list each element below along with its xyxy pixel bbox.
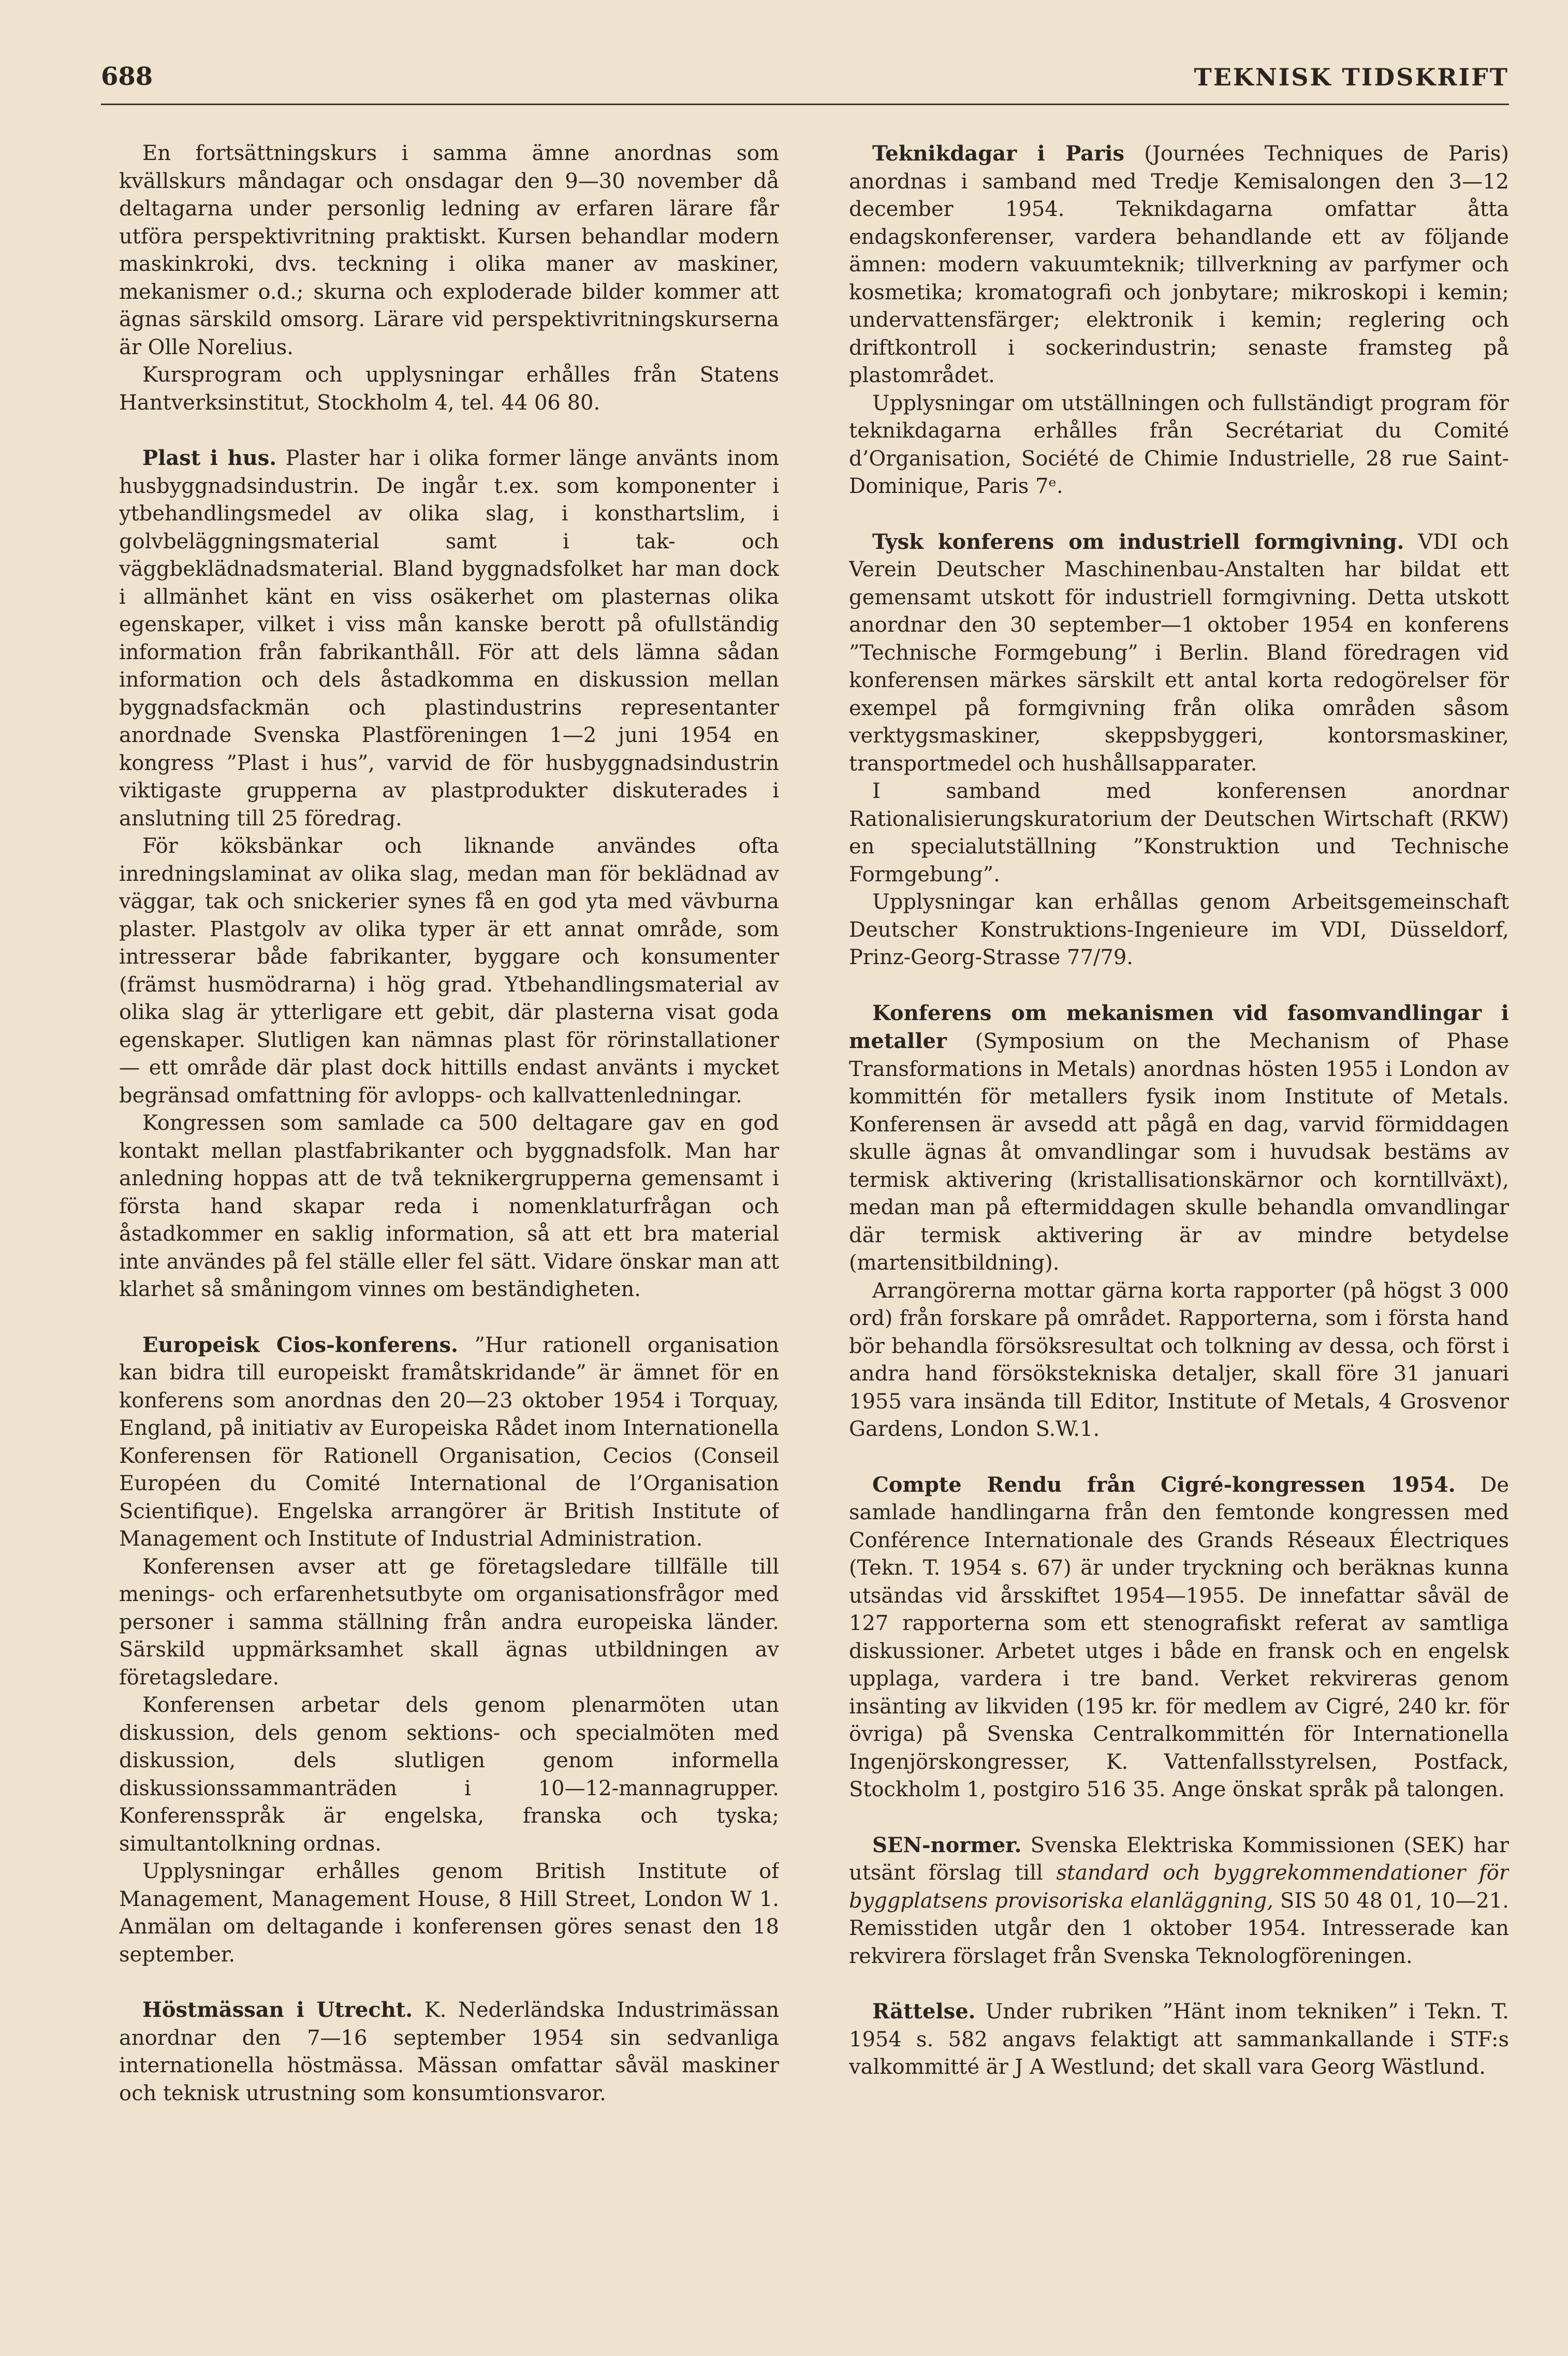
article-fasomvandlingar (849, 999, 1509, 1444)
article-hostmassan (119, 1996, 779, 2107)
paragraph (849, 1471, 1509, 1804)
italic-title: standard och byggrekommendationer för byggplatsens provisoriska elanläggning, (849, 1861, 1509, 1913)
article-heading: Tysk konferens om industriell formgivning. (872, 529, 1404, 554)
paragraph (849, 1998, 1509, 2082)
article-tysk-konferens (849, 528, 1509, 972)
paragraph: Konferensen arbetar dels genom plenarmöten utan diskussion, dels genom sektions- och specialmöten med diskussion, dels slutligen genom informella diskussionssammanträden i 10—12-mannagrupper. Konferensspråk är engelska, franska och tyska; simultantolkning ordnas. (119, 1693, 779, 1856)
paragraph (849, 140, 1509, 390)
paragraph (849, 528, 1509, 778)
article-heading: Plast i hus. (142, 446, 277, 470)
article-heading: Teknikdagar i Paris (872, 141, 1124, 166)
article-heading: Compte Rendu från Cigré-kongressen 1954. (872, 1472, 1456, 1497)
paragraph-text: Svenska Elektriska Kommissionen (SEK) har utsänt förslag till (849, 1833, 1509, 1885)
article-heading: SEN-normer. (872, 1833, 1022, 1857)
paragraph: En fortsättningskurs i samma ämne anordnas som kvällskurs måndagar och onsdagar den 9—30 november då deltagarna under personlig ledning av erfaren lärare får utföra perspektivritning praktiskt. Kursen behandlar modern maskinkroki, dvs. teckning i olika maner av maskiner, mekanismer o.d.; skurna och exploderade bilder kommer att ägnas särskild omsorg. Lärare vid perspektivritningskurserna är Olle Norelius. (119, 141, 779, 359)
paragraph-text: VDI och Verein Deutscher Maschinenbau-Anstalten har bildat ett gemensamt utskott för industriell formgivning. Detta utskott anordnar den 30 september—1 oktober 1954 en konferens ”Technische Formgebung” i Berlin. Bland föredragen vid konferensen märkes särskilt ett antal korta redogörelser för exempel på formgivning från olika områden såsom verktygsmaskiner, skeppsbyggeri, kontorsmaskiner, transportmedel och hushållsapparater. (849, 530, 1509, 776)
article-teknikdagar-paris (849, 140, 1509, 501)
paragraph: Konferensen avser att ge företagsledare tillfälle till menings- och erfarenhetsutbyte om organisationsfrågor med personer i samma ställning från andra europeiska länder. Särskild uppmärksamhet skall ägnas utbildningen av företagsledare. (119, 1554, 779, 1690)
paragraph (849, 999, 1509, 1277)
paragraph: Upplysningar om utställningen och fullständigt program för teknikdagarna erhålles från Secrétariat du Comité d’Organisation, Société de Chimie Industrielle, 28 rue Saint-Dominique, Paris 7ᵉ. (849, 391, 1509, 498)
course-notice (119, 140, 779, 417)
paragraph (119, 1996, 779, 2107)
paragraph-text: K. Nederländska Industrimässan anordnar den 7—16 september 1954 sin sedvanliga internationella höstmässa. Mässan omfattar såväl maskiner och teknisk utrustning som konsumtionsvaror. (119, 1998, 779, 2105)
left-column (119, 140, 779, 2289)
article-plast-i-hus (119, 444, 779, 1304)
running-header (101, 57, 1509, 105)
paragraph: Kursprogram och upplysningar erhålles från Statens Hantverksinstitut, Stockholm 4, tel. 44 06 80. (119, 363, 779, 415)
paragraph (119, 1331, 779, 1553)
paragraph (849, 1831, 1509, 1971)
paragraph-text: De samlade handlingarna från den femtonde kongressen med Conférence Internationale des Grands Réseaux Électriques (Tekn. T. 1954 s. 67) är under tryckning och beräknas kunna utsändas vid årsskiftet 1954—1955. De innefattar såväl de 127 rapporterna som ett stenografiskt referat av samtliga diskussioner. Arbetet utges i både en fransk och en engelsk upplaga, vardera i tre band. Verket rekvireras genom insänting av likviden (195 kr. för medlem av Cigré, 240 kr. för övriga) på Svenska Centralkommittén för Internationella Ingenjörskongresser, K. Vattenfallsstyrelsen, Postfack, Stockholm 1, postgiro 516 35. Ange önskat språk på talongen. (849, 1473, 1509, 1801)
paragraph: Arrangörerna mottar gärna korta rapporter (på högst 3 000 ord) från forskare på området. Rapporterna, som i första hand bör behandla försöksresultat och tolkning av dessa, och först i andra hand försökstekniska detaljer, skall före 31 januari 1955 vara insända till Editor, Institute of Metals, 4 Grosvenor Gardens, London S.W.1. (849, 1278, 1509, 1441)
article-heading: Europeisk Cios-konferens. (142, 1332, 458, 1357)
right-column (849, 140, 1509, 2289)
paragraph: Upplysningar kan erhållas genom Arbeitsgemeinschaft Deutscher Konstruktions-Ingenieure im VDI, Düsseldorf, Prinz-Georg-Strasse 77/79. (849, 890, 1509, 969)
article-heading: Höstmässan i Utrecht. (142, 1998, 413, 2022)
article-cios-konferens (119, 1331, 779, 1969)
article-sen-normer (849, 1831, 1509, 1971)
paragraph: Kongressen som samlade ca 500 deltagare gav en god kontakt mellan plastfabrikanter och byggnadsfolk. Man har anledning hoppas att de två teknikergrupperna gemensamt i första hand skapar reda i nomenklaturfrågan och åstadkommer en saklig information, så att ett bra material inte användes på fel ställe eller fel sätt. Vidare önskar man att klarhet så småningom vinnes om beständigheten. (119, 1111, 779, 1301)
paragraph: Upplysningar erhålles genom British Institute of Management, Management House, 8 Hill Street, London W 1. Anmälan om deltagande i konferensen göres senast den 18 september. (119, 1859, 779, 1967)
article-heading: Konferens om mekanismen vid fasomvandlingar i metaller (849, 1000, 1509, 1053)
journal-title: TEKNISK TIDSKRIFT (1194, 63, 1509, 91)
paragraph-text: SIS 50 48 01, 10—21. Remisstiden utgår den 1 oktober 1954. Intresserade kan rekvirera förslaget från Svenska Teknologföreningen. (849, 1888, 1509, 1968)
paragraph-text: Plaster har i olika former länge använts inom husbyggnadsindustrin. De ingår t.ex. som komponenter i ytbehandlingsmedel av olika slag, i konsthartslim, i golvbeläggningsmaterial samt i tak- och väggbeklädnadsmaterial. Bland byggnadsfolket har man dock i allmänhet känt en viss osäkerhet om plasternas olika egenskaper, vilket i viss mån kanske berott på ofullständig information från fabrikanthåll. För att dels lämna sådan information och dels åstadkomma en diskussion mellan byggnadsfackmän och plastindustrins representanter anordnade Svenska Plastföreningen 1—2 juni 1954 en kongress ”Plast i hus”, varvid de för husbyggnadsindustrin viktigaste grupperna av plastprodukter diskuterades i anslutning till 25 föredrag. (119, 446, 779, 831)
paragraph-text: (Journées Techniques de Paris) anordnas i samband med Tredje Kemisalongen den 3—12 december 1954. Teknikdagarna omfattar åtta endagskonferenser, vardera behandlande ett av följande ämnen: modern vakuumteknik; tillverkning av parfymer och kosmetika; kromatografi och jonbytare; mikroskopi i kemin; undervattensfärger; elektronik i kemin; reglering och driftkontroll i sockerindustrin; senaste framsteg på plastområdet. (849, 142, 1509, 387)
article-cigre (849, 1471, 1509, 1804)
page-number: 688 (101, 62, 153, 91)
paragraph: I samband med konferensen anordnar Rationalisierungskuratorium der Deutschen Wirtschaft (RKW) en specialutställning ”Konstruktion und Technische Formgebung”. (849, 779, 1509, 886)
paragraph: För köksbänkar och liknande användes ofta inredningslaminat av olika slag, medan man för beklädnad av väggar, tak och snickerier synes få en god yta med vävburna plaster. Plastgolv av olika typer är ett annat område, som intresserar både fabrikanter, byggare och konsumenter (främst husmödrarna) i hög grad. Ytbehandlingsmaterial av olika slag är ytterligare ett gebit, där plasterna visat goda egenskaper. Slutligen kan nämnas plast för rörinstallationer — ett område där plast dock hittills endast använts i mycket begränsad omfattning för avlopps- och kallvattenledningar. (119, 834, 779, 1108)
paragraph-text: Under rubriken ”Hänt inom tekniken” i Tekn. T. 1954 s. 582 angavs felaktigt att sammankallande i STF:s valkommitté är J A Westlund; det skall vara Georg Wästlund. (849, 2000, 1509, 2079)
article-heading: Rättelse. (872, 1999, 976, 2024)
paragraph-text: ”Hur rationell organisation kan bidra till europeiskt framåtskridande” är ämnet för en konferens som anordnas den 20—23 oktober 1954 i Torquay, England, på initiativ av Europeiska Rådet inom Internationella Konferensen för Rationell Organisation, Cecios (Conseil Européen du Comité International de l’Organisation Scientifique). Engelska arrangörer är British Institute of Management och Institute of Industrial Administration. (119, 1333, 779, 1551)
paragraph (119, 444, 779, 833)
paragraph-text: (Symposium on the Mechanism of Phase Transformations in Metals) anordnas hösten 1955 i London av kommittén för metallers fysik inom Institute of Metals. Konferensen är avsedd att pågå en dag, varvid förmiddagen skulle ägnas åt omvandlingar som i huvudsak bestäms av termisk aktivering (kristallisationskärnor och korntillväxt), medan man på eftermiddagen skulle behandla omvandlingar där termisk aktivering är av mindre betydelse (martensitbildning). (849, 1029, 1509, 1275)
article-rattelse (849, 1998, 1509, 2082)
